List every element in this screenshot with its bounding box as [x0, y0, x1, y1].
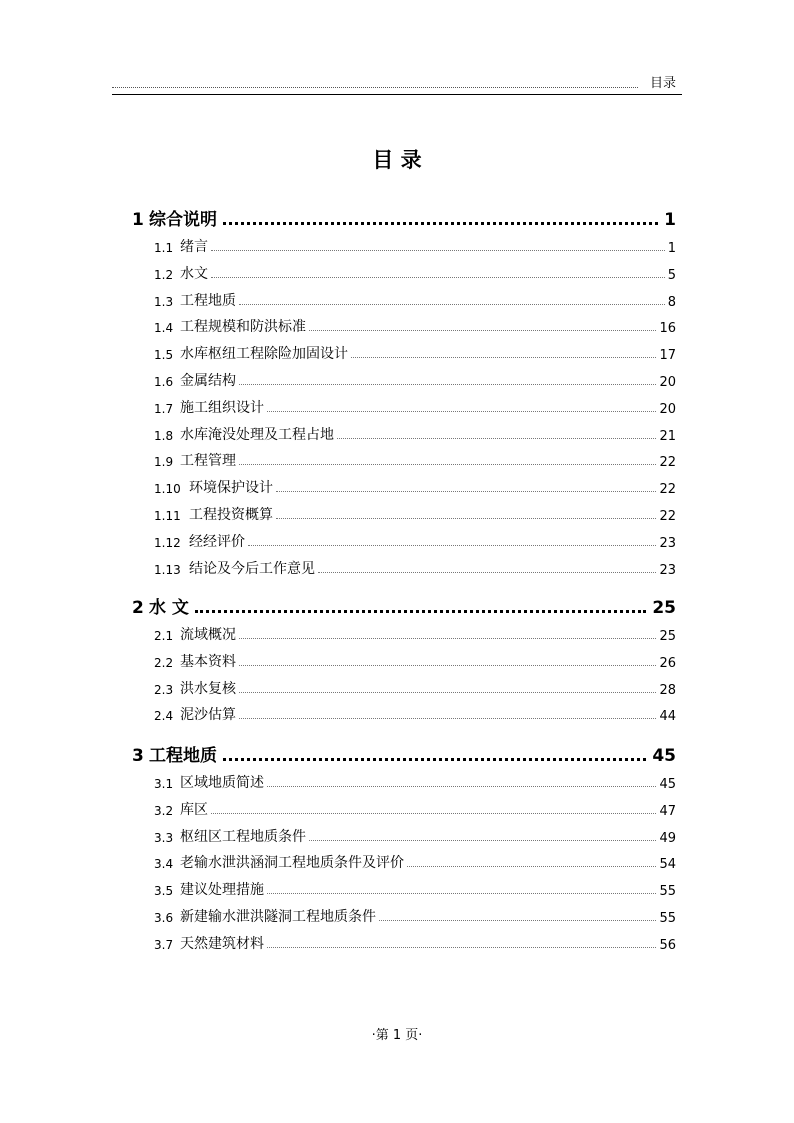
toc-section-entry[interactable] [154, 772, 676, 792]
toc-section-entry[interactable] [154, 558, 676, 578]
toc-section-entry[interactable] [154, 704, 676, 724]
toc-dot-leader [239, 692, 656, 693]
toc-dot-leader [379, 920, 656, 921]
toc-dot-leader [211, 250, 665, 251]
toc-section-entry[interactable] [154, 651, 676, 671]
toc-section-page: 55 [659, 911, 676, 926]
toc-section-entry[interactable] [154, 236, 676, 256]
toc-dot-leader [309, 330, 656, 331]
toc-chapter-number: 1 [132, 210, 144, 230]
toc-section-entry[interactable] [154, 852, 676, 872]
toc-section-entry[interactable] [154, 263, 676, 283]
toc-section-page: 20 [659, 375, 676, 390]
toc-dot-leader [239, 638, 656, 639]
toc-dot-leader [239, 665, 656, 666]
toc-section-page: 44 [659, 709, 676, 724]
toc-section-title: 水库淹没处理及工程占地 [180, 427, 334, 443]
toc-section-page: 17 [659, 348, 676, 363]
toc-section-number: 1.6 [154, 375, 174, 389]
toc-section-entry[interactable] [154, 678, 676, 698]
toc-section-number: 1.13 [154, 563, 181, 577]
toc-section-entry[interactable] [154, 531, 676, 551]
toc-chapter-page: 1 [664, 210, 676, 230]
toc-section-page: 23 [659, 563, 676, 578]
toc-chapter-title: 水 文 [149, 598, 189, 618]
toc-section-title: 工程投资概算 [189, 507, 273, 523]
toc-section-title: 结论及今后工作意见 [189, 561, 315, 577]
toc-section-page: 47 [659, 804, 676, 819]
toc-section-entry[interactable] [154, 504, 676, 524]
toc-dot-leader [195, 610, 646, 613]
toc-section-title: 施工组织设计 [180, 400, 264, 416]
toc-dot-leader [239, 718, 656, 719]
toc-section-entry[interactable] [154, 290, 676, 310]
toc-section-page: 5 [667, 268, 676, 283]
toc-section-page: 26 [659, 656, 676, 671]
toc-section-entry[interactable] [154, 799, 676, 819]
toc-section-page: 22 [659, 509, 676, 524]
toc-section-title: 库区 [180, 802, 208, 818]
toc-section-entry[interactable] [154, 933, 676, 953]
toc-chapter-page: 45 [652, 746, 676, 766]
toc-section-number: 3.6 [154, 911, 174, 925]
toc-section-title: 流域概况 [180, 627, 236, 643]
toc-section-number: 2.1 [154, 629, 174, 643]
toc-section-page: 8 [667, 295, 676, 310]
toc-section-number: 1.11 [154, 509, 181, 523]
toc-section-page: 45 [659, 777, 676, 792]
toc-section-number: 3.3 [154, 831, 174, 845]
toc-chapter-entry[interactable] [132, 594, 676, 618]
toc-dot-leader [267, 411, 656, 412]
toc-section-number: 1.12 [154, 536, 181, 550]
toc-section-number: 1.3 [154, 295, 174, 309]
toc-section-entry[interactable] [154, 450, 676, 470]
toc-section-title: 环境保护设计 [189, 480, 273, 496]
toc-section-number: 1.4 [154, 321, 174, 335]
toc-section-number: 1.2 [154, 268, 174, 282]
toc-section-entry[interactable] [154, 397, 676, 417]
toc-chapter-page: 25 [652, 598, 676, 618]
toc-dot-leader [267, 893, 656, 894]
toc-section-title: 区域地质简述 [180, 775, 264, 791]
toc-section-page: 49 [659, 831, 676, 846]
toc-section-title: 建议处理措施 [180, 882, 264, 898]
toc-section-number: 1.8 [154, 429, 174, 443]
toc-dot-leader [407, 866, 656, 867]
toc-dot-leader [267, 947, 656, 948]
toc-dot-leader [223, 222, 658, 225]
toc-section-title: 老输水泄洪涵洞工程地质条件及评价 [180, 855, 404, 871]
toc-section-number: 1.7 [154, 402, 174, 416]
toc-section-entry[interactable] [154, 826, 676, 846]
toc-section-number: 1.1 [154, 241, 174, 255]
toc-section-number: 3.1 [154, 777, 174, 791]
toc-section-title: 基本资料 [180, 654, 236, 670]
toc-dot-leader [267, 786, 656, 787]
toc-section-title: 泥沙估算 [180, 707, 236, 723]
toc-section-page: 20 [659, 402, 676, 417]
toc-dot-leader [276, 491, 656, 492]
toc-section-page: 28 [659, 683, 676, 698]
toc-dot-leader [248, 545, 656, 546]
toc-section-page: 16 [659, 321, 676, 336]
toc-section-entry[interactable] [154, 316, 676, 336]
toc-section-title: 金属结构 [180, 373, 236, 389]
toc-dot-leader [309, 840, 656, 841]
toc-chapter-number: 3 [132, 746, 144, 766]
page-number-footer: ·第 1 页· [371, 1028, 423, 1043]
toc-section-title: 经经评价 [189, 534, 245, 550]
toc-section-page: 54 [659, 857, 676, 872]
toc-section-entry[interactable] [154, 879, 676, 899]
toc-section-entry[interactable] [154, 624, 676, 644]
toc-section-number: 2.3 [154, 683, 174, 697]
toc-section-page: 21 [659, 429, 676, 444]
toc-section-entry[interactable] [154, 906, 676, 926]
toc-dot-leader [276, 518, 656, 519]
toc-section-page: 25 [659, 629, 676, 644]
toc-section-page: 1 [667, 241, 676, 256]
toc-section-title: 新建输水泄洪隧洞工程地质条件 [180, 909, 376, 925]
toc-section-number: 3.5 [154, 884, 174, 898]
toc-section-page: 22 [659, 482, 676, 497]
toc-dot-leader [351, 357, 656, 358]
toc-section-number: 3.2 [154, 804, 174, 818]
toc-section-title: 水库枢纽工程除险加固设计 [180, 346, 348, 362]
toc-chapter-number: 2 [132, 598, 144, 618]
toc-section-number: 1.9 [154, 455, 174, 469]
toc-section-title: 绪言 [180, 239, 208, 255]
toc-section-title: 天然建筑材料 [180, 936, 264, 952]
toc-section-title: 工程规模和防洪标准 [180, 319, 306, 335]
toc-dot-leader [318, 572, 656, 573]
toc-section-page: 55 [659, 884, 676, 899]
toc-section-page: 23 [659, 536, 676, 551]
toc-dot-leader [239, 464, 656, 465]
toc-section-page: 56 [659, 938, 676, 953]
toc-section-title: 洪水复核 [180, 681, 236, 697]
toc-section-title: 工程管理 [180, 453, 236, 469]
toc-section-number: 1.10 [154, 482, 181, 496]
toc-section-page: 22 [659, 455, 676, 470]
toc-section-title: 水文 [180, 266, 208, 282]
toc-dot-leader [239, 384, 656, 385]
toc-section-number: 3.7 [154, 938, 174, 952]
toc-section-number: 1.5 [154, 348, 174, 362]
toc-section-number: 2.4 [154, 709, 174, 723]
toc-section-title: 工程地质 [180, 293, 236, 309]
toc-section-entry[interactable] [154, 424, 676, 444]
toc-chapter-title: 综合说明 [149, 210, 217, 230]
toc-section-entry[interactable] [154, 370, 676, 390]
toc-dot-leader [211, 813, 656, 814]
toc-chapter-entry[interactable] [132, 742, 676, 766]
toc-chapter-entry[interactable] [132, 206, 676, 230]
toc-dot-leader [223, 758, 646, 761]
toc-section-title: 枢纽区工程地质条件 [180, 829, 306, 845]
toc-dot-leader [211, 277, 665, 278]
toc-section-number: 3.4 [154, 857, 174, 871]
toc-section-entry[interactable] [154, 343, 676, 363]
toc-chapter-title: 工程地质 [149, 746, 217, 766]
toc-dot-leader [239, 304, 665, 305]
header-section-label: 目录 [649, 76, 676, 91]
toc-section-number: 2.2 [154, 656, 174, 670]
page-title: 目 录 [372, 148, 422, 172]
toc-dot-leader [337, 438, 656, 439]
toc-section-entry[interactable] [154, 477, 676, 497]
